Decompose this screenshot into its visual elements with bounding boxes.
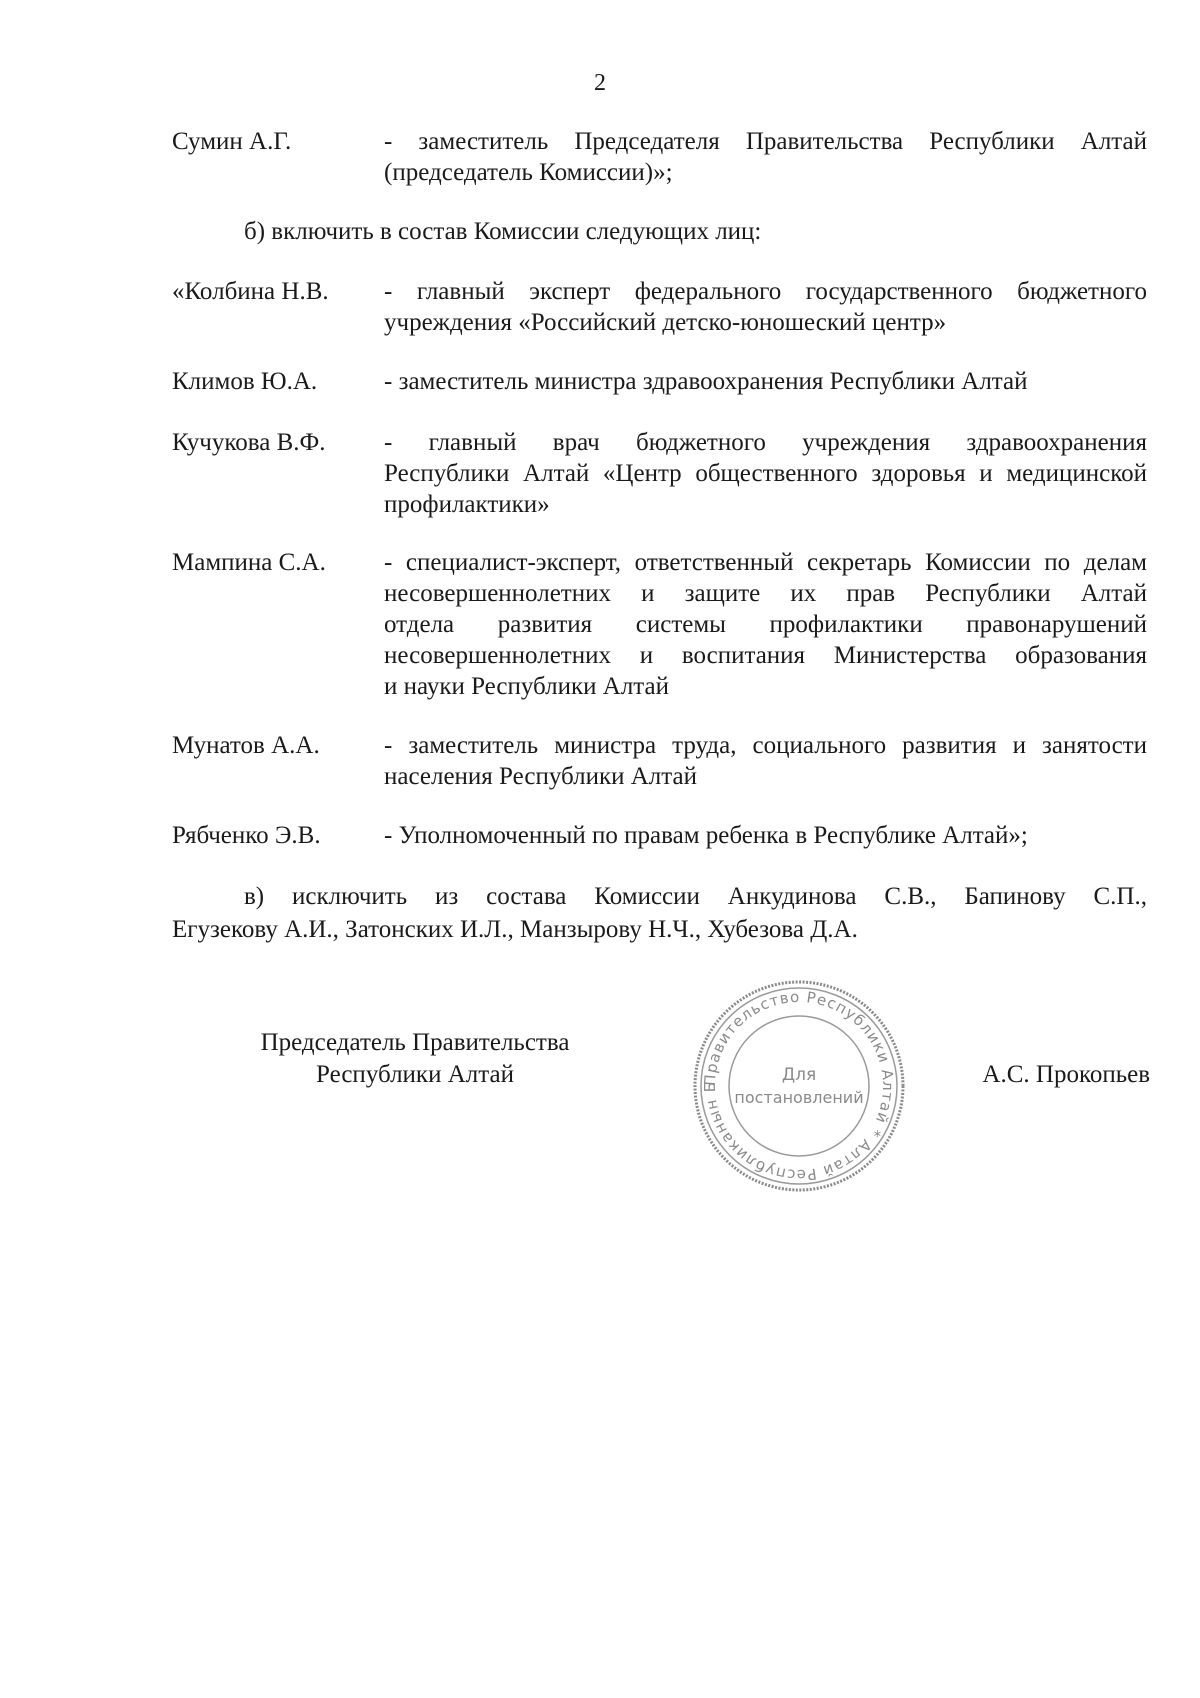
- list-item: [172, 730, 1147, 792]
- seal-outer-text: Правительство Республики Алтай * Алтай Республиканын Б: [700, 987, 898, 1185]
- include-heading: б) включить в состав Комиссии следующих лиц:: [244, 218, 762, 245]
- list-item-first: [172, 126, 1147, 188]
- member-name: Мампина С.А.: [172, 549, 326, 576]
- list-item: [172, 276, 1147, 338]
- exclude-paragraph: в) исключить из состава Комиссии Анкудинова С.В., Бапинову С.П., Егузекову А.И., Затонских И.Л., Манзырову Н.Ч., Хубезова Д.А.: [172, 883, 1147, 943]
- list-item: [172, 547, 1147, 702]
- member-name: Кучукова В.Ф.: [172, 429, 326, 456]
- member-description: - заместитель министра труда, социального развития и занятости населения Республики Алтай: [384, 732, 1147, 790]
- official-seal: [688, 975, 910, 1197]
- seal-center-line2: постановлений: [734, 1088, 864, 1107]
- member-name: «Колбина Н.В.: [172, 278, 329, 305]
- list-item: [172, 366, 1147, 397]
- list-item: [172, 427, 1147, 520]
- member-name: Сумин А.Г.: [172, 128, 292, 155]
- seal-center-line1: Для: [781, 1065, 817, 1085]
- list-item: [172, 820, 1147, 851]
- signatory-title-line2: Республики Алтай: [316, 1061, 514, 1088]
- member-name: Рябченко Э.В.: [172, 822, 321, 849]
- signatory-title: [250, 1027, 580, 1091]
- member-name: Климов Ю.А.: [172, 368, 318, 395]
- signatory-title-line1: Председатель Правительства: [260, 1029, 570, 1056]
- member-description: - Уполномоченный по правам ребенка в Республике Алтай»;: [384, 822, 1028, 849]
- signatory-name: А.С. Прокопьев: [982, 1061, 1150, 1088]
- member-description: - главный врач бюджетного учреждения здравоохранения Республики Алтай «Центр общественного здоровья и медицинской профилактики»: [384, 429, 1147, 518]
- member-description: - специалист-эксперт, ответственный секретарь Комиссии по делам несовершеннолетних и защите их прав Республики Алтай отдела развития системы профилактики правонарушений несовершеннолетних и воспитания Министерства образования и науки Республики Алтай: [384, 549, 1147, 700]
- member-description: - заместитель министра здравоохранения Республики Алтай: [384, 368, 1028, 395]
- seal-graphic: [688, 975, 910, 1197]
- page-number: 2: [594, 70, 606, 96]
- member-name: Мунатов А.А.: [172, 732, 320, 759]
- member-description: - заместитель Председателя Правительства Республики Алтай (председатель Комиссии)»;: [384, 128, 1147, 186]
- member-description: - главный эксперт федерального государственного бюджетного учреждения «Российский детско-юношеский центр»: [384, 278, 1147, 336]
